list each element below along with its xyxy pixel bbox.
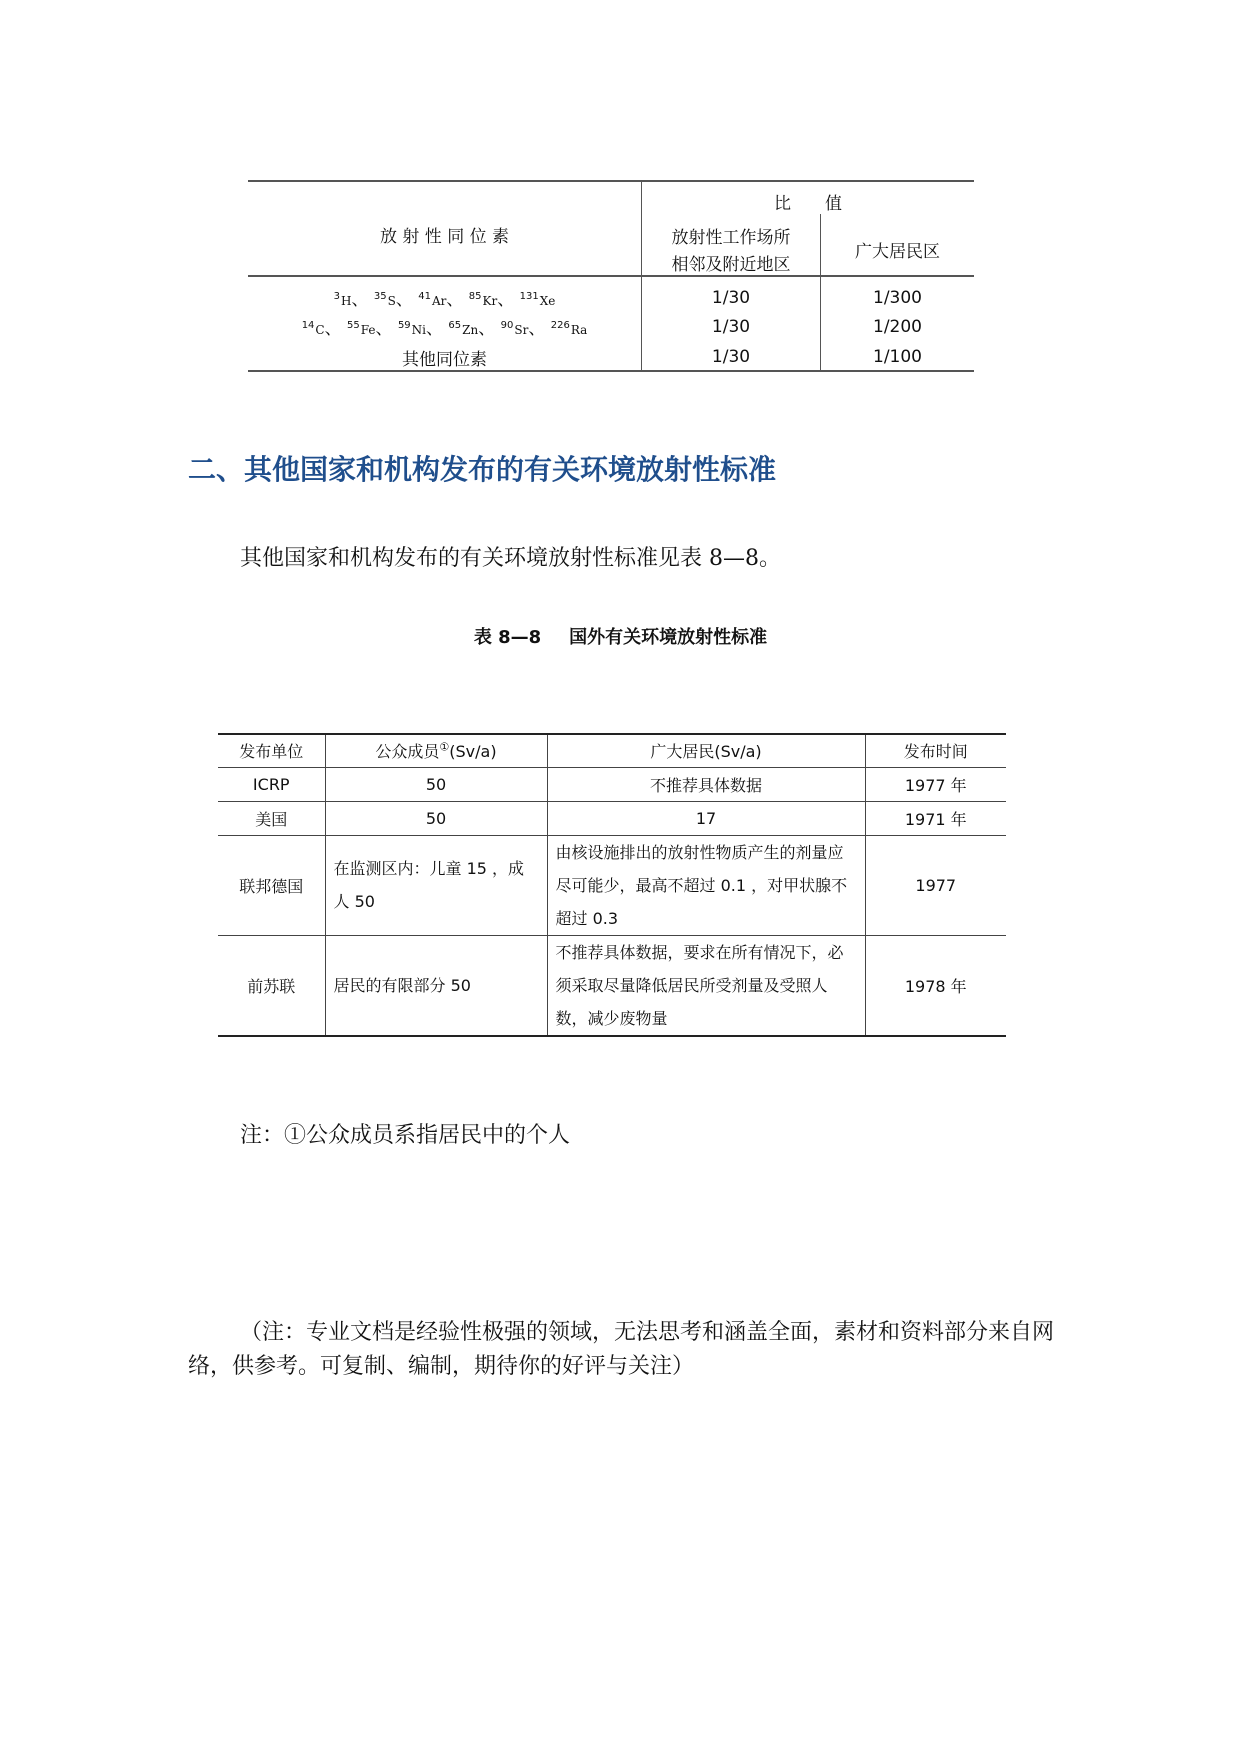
separator: 、 xyxy=(478,319,501,339)
separator: 、 xyxy=(395,290,419,310)
public-member-header: 公众成员①(Sv/a) xyxy=(325,734,547,767)
mass-number: 14 xyxy=(301,320,315,331)
separator: 、 xyxy=(351,290,374,310)
general-public-cell: 由核设施排出的放射性物质产生的剂量应尽可能少，最高不超过 0.1 ，对甲状腺不超过 0.3 xyxy=(547,835,865,935)
mass-number: 35 xyxy=(373,291,387,302)
workplace-column-header-line2: 相邻及附近地区 xyxy=(671,255,791,275)
public-ratio: 1/200 xyxy=(873,317,922,337)
section-heading: 二、其他国家和机构发布的有关环境放射性标准 xyxy=(188,453,777,486)
table-title: 国外有关环境放射性标准 xyxy=(569,627,768,648)
isotope-symbol xyxy=(302,319,325,339)
general-public-cell: 不推荐具体数据，要求在所有情况下，必须采取尽量降低居民所受剂量及受照人数，减少废物量 xyxy=(547,935,865,1036)
isotope-symbol xyxy=(347,319,376,339)
table-number: 表 8—8 xyxy=(473,627,542,648)
separator: 、 xyxy=(375,319,398,339)
general-public-cell: 17 xyxy=(547,801,865,835)
date-cell: 1971 年 xyxy=(865,801,1006,835)
workplace-ratio: 1/30 xyxy=(711,288,751,308)
isotope-symbol xyxy=(501,319,529,339)
general-public-header: 广大居民(Sv/a) xyxy=(547,734,865,767)
footnote: 注：①公众成员系指居民中的个人 xyxy=(240,1123,571,1148)
issuer-cell: 联邦德国 xyxy=(218,835,325,935)
isotope-list xyxy=(248,285,641,310)
isotope-symbol xyxy=(398,319,426,339)
element-symbol: Xe xyxy=(539,294,556,308)
element-symbol: Ra xyxy=(570,323,588,337)
disclaimer-paragraph: （注：专业文档是经验性极强的领域，无法思考和涵盖全面，素材和资料部分来自网络，供参考。可复制、编制，期待你的好评与关注） xyxy=(188,1320,1055,1379)
public-member-cell: 居民的有限部分 50 xyxy=(325,935,547,1036)
isotope-symbol xyxy=(448,319,478,339)
table-top-rule xyxy=(248,180,974,182)
footnote-mark: ① xyxy=(439,740,450,754)
workplace-ratio: 1/30 xyxy=(711,347,751,367)
separator: 、 xyxy=(497,290,520,310)
issuer-cell: 前苏联 xyxy=(218,935,325,1036)
table-row xyxy=(218,835,1006,935)
standards-table xyxy=(218,733,1006,1037)
date-cell: 1977 xyxy=(865,835,1006,935)
table-row xyxy=(218,801,1006,835)
issuer-cell: 美国 xyxy=(218,801,325,835)
public-member-cell: 50 xyxy=(325,801,547,835)
date-cell: 1978 年 xyxy=(865,935,1006,1036)
table-caption xyxy=(0,623,1241,649)
isotope-ratio-table xyxy=(248,180,974,372)
date-header: 发布时间 xyxy=(865,734,1006,767)
mass-number: 65 xyxy=(448,320,462,331)
element-symbol: Sr xyxy=(514,323,529,337)
element-symbol: C xyxy=(315,323,325,337)
separator: 、 xyxy=(528,319,551,339)
table-header-rule xyxy=(248,275,974,277)
element-symbol: Zn xyxy=(462,323,479,337)
table-header-row xyxy=(218,734,1006,767)
isotope-symbol xyxy=(334,290,352,310)
body-paragraph: 其他国家和机构发布的有关环境放射性标准见表 8—8。 xyxy=(240,546,781,571)
public-member-cell: 50 xyxy=(325,767,547,801)
mass-number: 59 xyxy=(397,320,411,331)
separator: 、 xyxy=(324,319,348,339)
isotope-symbol xyxy=(469,290,497,310)
issuer-header: 发布单位 xyxy=(218,734,325,767)
general-public-cell: 不推荐具体数据 xyxy=(547,767,865,801)
mass-number: 226 xyxy=(550,320,570,331)
public-column-header: 广大居民区 xyxy=(855,242,940,262)
public-member-cell: 在监测区内：儿童 15 ，成人 50 xyxy=(325,835,547,935)
mass-number: 3 xyxy=(333,291,340,302)
other-isotopes-label: 其他同位素 xyxy=(402,350,487,370)
workplace-column-header-line1: 放射性工作场所 xyxy=(671,228,791,248)
public-ratio: 1/300 xyxy=(873,288,922,308)
ratio-column-header: 比 值 xyxy=(774,194,842,214)
table-row xyxy=(218,935,1006,1036)
isotope-symbol xyxy=(520,290,556,310)
table-row xyxy=(218,767,1006,801)
mass-number: 55 xyxy=(347,320,360,331)
element-symbol: H xyxy=(340,294,352,308)
element-symbol: Kr xyxy=(482,294,498,308)
isotope-symbol xyxy=(551,319,588,339)
mass-number: 90 xyxy=(500,320,514,331)
element-symbol: S xyxy=(387,294,396,308)
mass-number: 85 xyxy=(468,291,482,302)
public-ratio: 1/100 xyxy=(873,347,922,367)
mass-number: 41 xyxy=(418,291,431,302)
element-symbol: Fe xyxy=(360,323,376,337)
isotope-column-header: 放 射 性 同 位 素 xyxy=(379,227,510,247)
table-bottom-rule xyxy=(248,370,974,372)
mass-number: 131 xyxy=(519,291,539,302)
workplace-ratio: 1/30 xyxy=(711,317,751,337)
separator: 、 xyxy=(426,319,449,339)
date-cell: 1977 年 xyxy=(865,767,1006,801)
issuer-cell: ICRP xyxy=(218,767,325,801)
element-symbol: Ar xyxy=(431,294,447,308)
separator: 、 xyxy=(446,290,469,310)
isotope-symbol xyxy=(418,290,446,310)
element-symbol: Ni xyxy=(411,323,427,337)
isotope-symbol xyxy=(374,290,396,310)
isotope-list xyxy=(248,314,641,339)
